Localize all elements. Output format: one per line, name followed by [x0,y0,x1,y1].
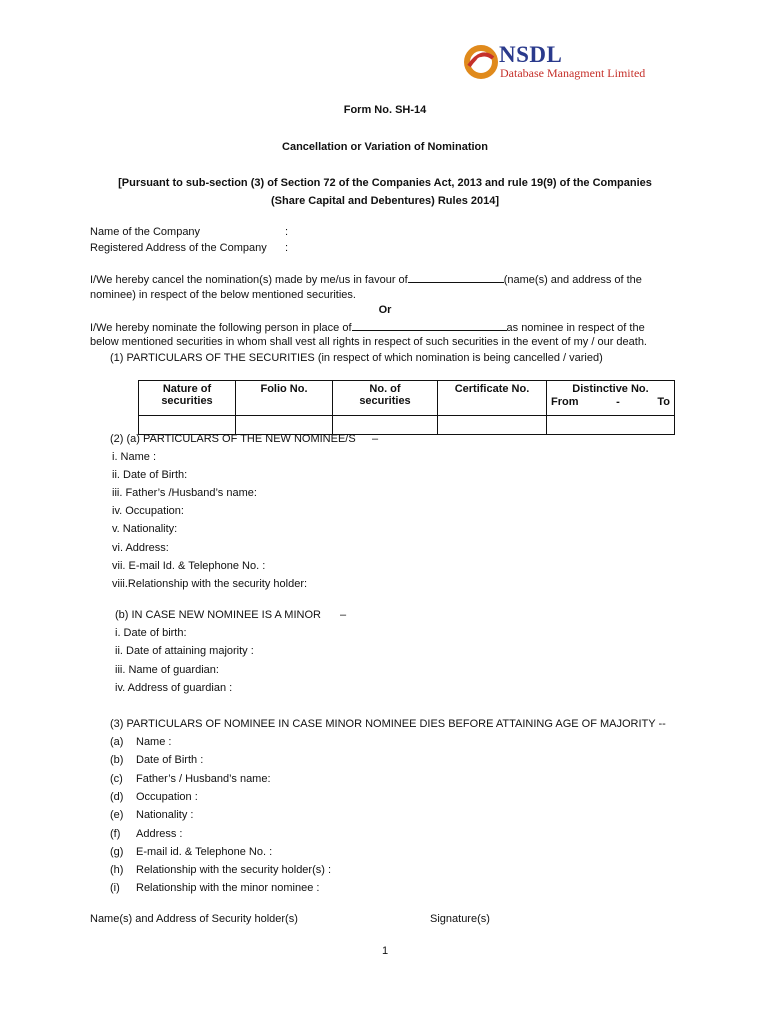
section2b-dash: – [340,609,347,621]
form-field-label: iii. Name of guardian: [115,663,219,676]
form-field-label: iv. Occupation: [112,505,184,518]
cell-distinctive[interactable] [547,416,675,435]
nominate-text [90,320,645,334]
item-marker: (f) [110,827,121,840]
nsdl-logo [463,44,663,84]
securities-table [138,380,675,435]
form-field-label: i. Date of birth: [115,627,187,639]
col-certificate: Certificate No. [438,381,547,416]
section1-heading: (1) PARTICULARS OF THE SECURITIES (in respect of which nomination is being cancelled / varied) [110,352,603,364]
item-marker: (h) [110,864,124,877]
item-marker: (g) [110,845,124,858]
cell-folio[interactable] [236,416,333,435]
or-separator: Or [378,304,392,316]
form-field-label: Date of Birth : [136,754,204,767]
cell-nature[interactable] [139,416,236,435]
form-field-label: Name : [136,736,172,748]
company-address-colon: : [285,242,289,254]
company-name-label: Name of the Company [90,226,201,238]
col-number: No. of securities [333,381,438,416]
nominate-text-c: below mentioned securities in whom shall vest all rights in respect of such securities in the event of my / our death. [90,336,647,348]
form-field-label: Occupation : [136,790,198,803]
section2a-heading: (2) (a) PARTICULARS OF THE NEW NOMINEE/S [110,433,356,445]
item-marker: (c) [110,772,123,785]
form-number: Form No. SH-14 [343,104,427,116]
col-dash: - [616,396,620,408]
form-field-label: iii. Father’s /Husband’s name: [112,487,257,500]
item-marker: (d) [110,790,124,803]
section2a-dash: – [372,433,379,445]
cell-certificate[interactable] [438,416,547,435]
col-from: From [551,396,579,408]
item-marker: (a) [110,736,124,748]
form-field-label: vi. Address: [112,541,169,554]
cancel-text [90,272,642,286]
form-title: Cancellation or Variation of Nomination [282,141,488,153]
nominate-text-a: I/We hereby nominate the following person in place of [90,322,352,334]
form-field-label: iv. Address of guardian : [115,681,233,694]
cancel-text-a: I/We hereby cancel the nomination(s) made by me/us in favour of [90,274,408,286]
page-number: 1 [381,945,389,957]
form-field-label: E-mail id. & Telephone No. : [136,845,273,858]
nominee-name-blank[interactable] [408,272,504,283]
form-field-label: Relationship with the security holder(s) : [136,864,332,877]
form-subtitle-line2: (Share Capital and Debentures) Rules 2014] [270,195,499,207]
company-name-colon: : [285,226,289,238]
logo-brand: NSDL [499,42,563,67]
col-to: To [657,396,670,408]
form-field-label: ii. Date of attaining majority : [115,645,254,658]
replaced-nominee-blank[interactable] [352,320,507,331]
form-field-label: Relationship with the minor nominee : [136,882,320,895]
form-field-label: viii.Relationship with the security holder: [112,577,308,590]
form-field-label: ii. Date of Birth: [112,469,188,482]
item-marker: (i) [110,882,120,895]
form-field-label: i. Name : [112,451,157,463]
section3-heading: (3) PARTICULARS OF NOMINEE IN CASE MINOR NOMINEE DIES BEFORE ATTAINING AGE OF MAJORITY -- [110,718,666,730]
signature-label: Signature(s) [430,913,490,925]
item-marker: (b) [110,754,124,767]
holder-label: Name(s) and Address of Security holder(s) [90,913,298,925]
item-marker: (e) [110,809,124,822]
col-folio: Folio No. [236,381,333,416]
cancel-text-b: (name(s) and address of the [503,274,642,286]
nominate-text-b: as nominee in respect of the [506,322,645,334]
form-field-label: v. Nationality: [112,523,178,536]
logo-tagline: Database Managment Limited [500,66,646,80]
section2b-heading: (b) IN CASE NEW NOMINEE IS A MINOR [115,609,321,621]
form-subtitle-line1: [Pursuant to sub-section (3) of Section 72 of the Companies Act, 2013 and rule 19(9) of the Companies [118,177,652,189]
cancel-text-c: nominee) in respect of the below mentioned securities. [90,289,356,301]
col-distinctive: Distinctive No. From - To [547,381,675,416]
nsdl-swirl-icon [463,44,499,80]
cell-number[interactable] [333,416,438,435]
form-field-label: Father’s / Husband’s name: [136,772,271,785]
form-field-label: Nationality : [136,809,194,822]
form-field-label: vii. E-mail Id. & Telephone No. : [112,559,266,572]
form-field-label: Address : [136,827,183,840]
company-address-label: Registered Address of the Company [90,242,267,254]
col-nature: Nature of securities [139,381,236,416]
